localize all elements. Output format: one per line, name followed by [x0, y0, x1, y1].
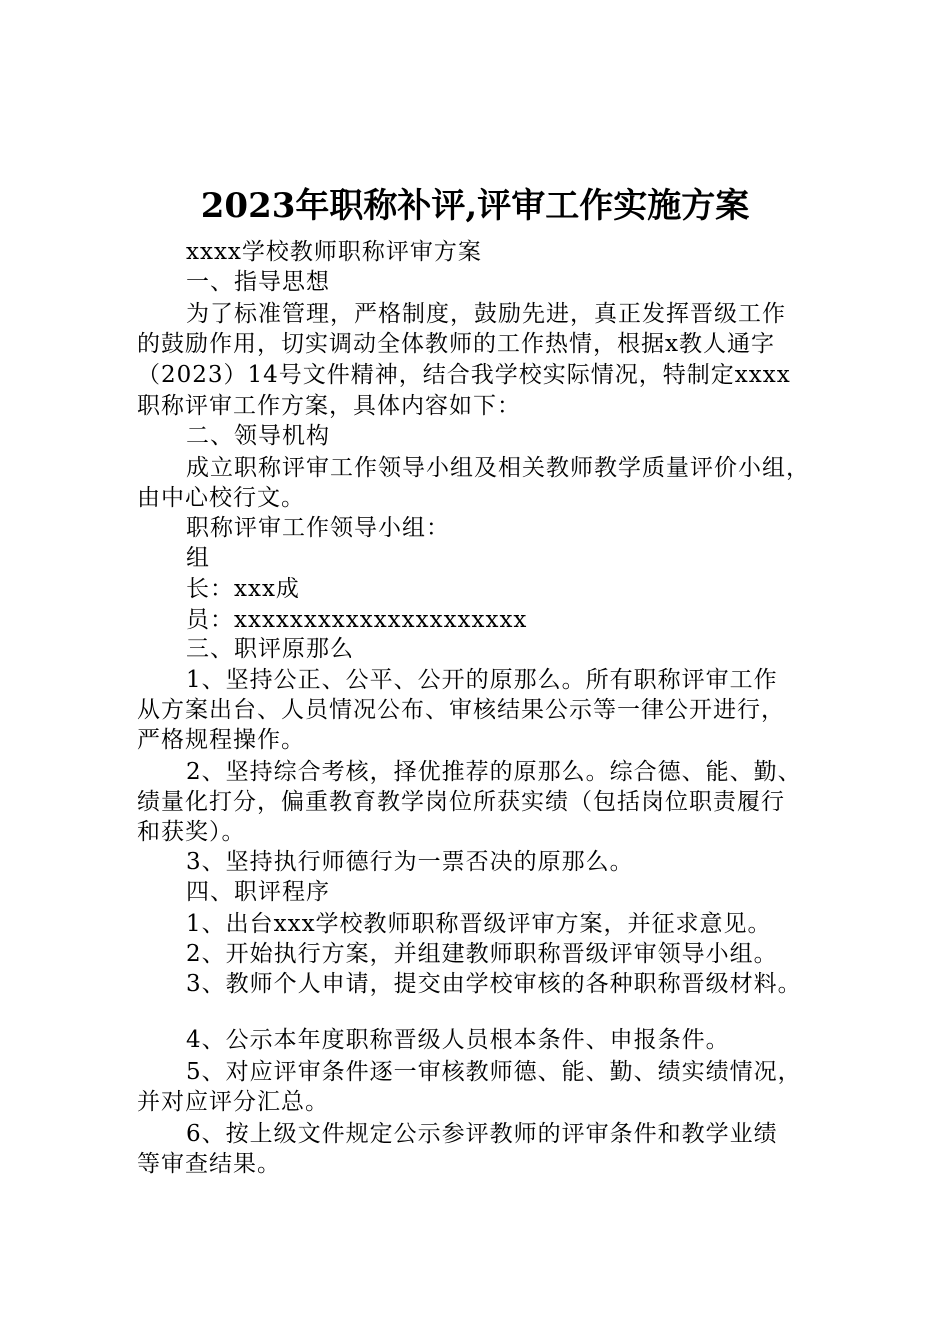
paragraph-line: 2、开始执行方案，并组建教师职称晋级评审领导小组。: [186, 941, 778, 967]
paragraph-line: 从方案出台、人员情况公布、审核结果公示等一律公开进行，: [137, 697, 785, 723]
section-heading-leadership: 二、领导机构: [186, 423, 330, 449]
paragraph-line: 并对应评分汇总。: [137, 1089, 329, 1115]
paragraph-line: 绩量化打分，偏重教育教学岗位所获实绩（包括岗位职责履行: [137, 789, 785, 815]
school-plan-heading: xxxx学校教师职称评审方案: [186, 239, 482, 265]
paragraph-line: 4、公示本年度职称晋级人员根本条件、申报条件。: [186, 1027, 730, 1053]
section-heading-procedure: 四、职评程序: [186, 879, 330, 905]
paragraph-line: （2023）14号文件精神，结合我学校实际情况，特制定xxxx: [137, 362, 791, 388]
group-leader-line: 长：xxx成: [186, 576, 300, 602]
paragraph-line: 1、坚持公正、公平、公开的原那么。所有职称评审工作: [186, 667, 778, 693]
paragraph-line: 5、对应评审条件逐一审核教师德、能、勤、绩实绩情况，: [186, 1059, 802, 1085]
section-heading-guiding-thought: 一、指导思想: [186, 269, 330, 295]
paragraph-line: 成立职称评审工作领导小组及相关教师教学质量评价小组，: [186, 455, 810, 481]
paragraph-line: 的鼓励作用，切实调动全体教师的工作热情，根据x教人通字: [137, 331, 775, 357]
paragraph-line: 6、按上级文件规定公示参评教师的评审条件和教学业绩: [186, 1121, 778, 1147]
paragraph-line: 为了标准管理，严格制度，鼓励先进，真正发挥晋级工作: [186, 301, 786, 327]
paragraph-line: 1、出台xxx学校教师职称晋级评审方案，并征求意见。: [186, 911, 772, 937]
paragraph-line: 3、坚持执行师德行为一票否决的原那么。: [186, 849, 634, 875]
paragraph-line: 等审查结果。: [137, 1151, 281, 1177]
paragraph-line: 3、教师个人申请，提交由学校审核的各种职称晋级材料。: [186, 971, 802, 997]
paragraph-line: 和获奖）。: [137, 819, 246, 845]
paragraph-line: 严格规程操作。: [137, 727, 305, 753]
group-label: 组: [186, 545, 210, 571]
section-heading-principles: 三、职评原那么: [186, 636, 354, 662]
paragraph-line: 由中心校行文。: [137, 485, 305, 511]
paragraph-line: 职称评审工作领导小组：: [186, 515, 450, 541]
group-members-line: 员：xxxxxxxxxxxxxxxxxxxxx: [186, 607, 528, 633]
paragraph-line: 2、坚持综合考核，择优推荐的原那么。综合德、能、勤、: [186, 759, 802, 785]
document-title: 2023年职称补评,评审工作实施方案: [200, 186, 750, 226]
paragraph-line: 职称评审工作方案，具体内容如下：: [137, 393, 521, 419]
